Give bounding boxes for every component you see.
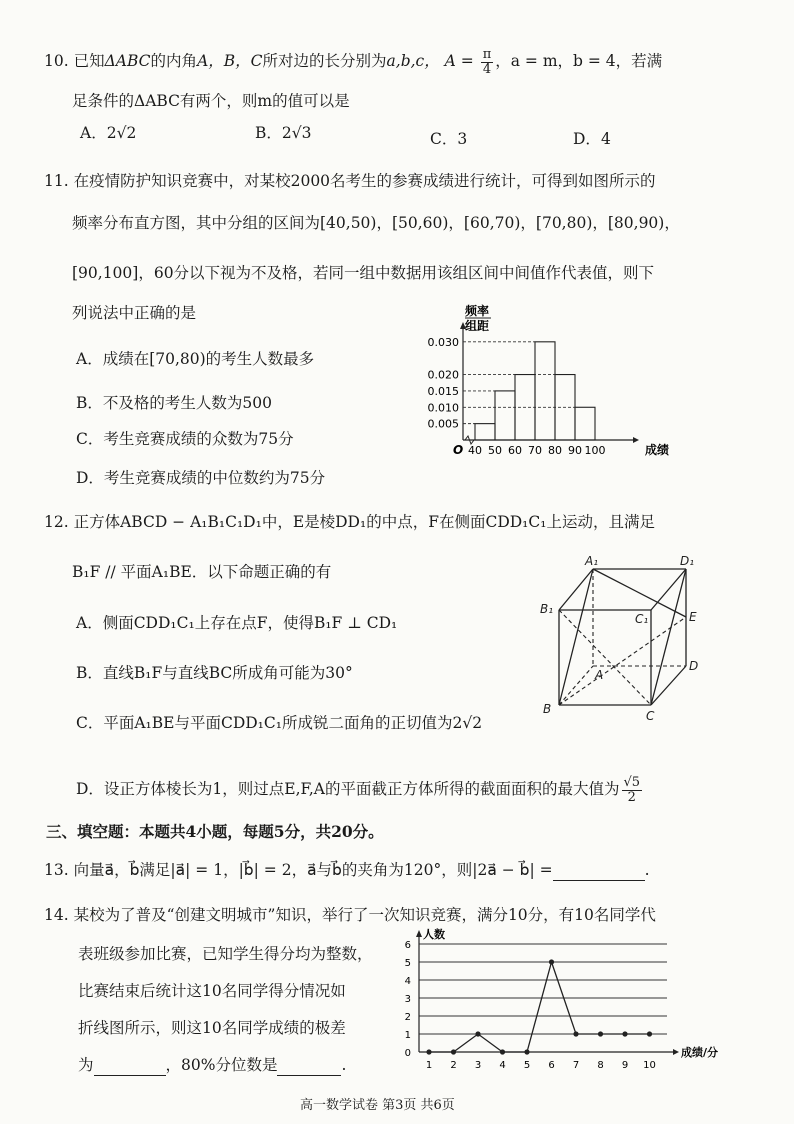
x-tick-label: 40 bbox=[468, 444, 482, 457]
label-b1: B₁ bbox=[540, 602, 554, 616]
y-tick-label: 4 bbox=[404, 976, 411, 987]
q12-number: 12. bbox=[44, 513, 69, 531]
x-tick-label: 90 bbox=[568, 444, 582, 457]
x-tick-label: 8 bbox=[597, 1060, 604, 1071]
q14-text5b: ，80%分位数是 bbox=[165, 1056, 278, 1074]
x-axis-arrow bbox=[633, 437, 639, 443]
data-point bbox=[500, 1049, 505, 1054]
q13-text: 向量a⃗，b⃗满足|a⃗| = 1，|b⃗| = 2，a⃗与b⃗的夹角为120°，则|2a⃗ − b⃗| = bbox=[73, 861, 553, 879]
section-3-heading: 三、填空题：本题共4小题，每题5分，共20分。 bbox=[46, 822, 384, 841]
y-tick-label: 0.015 bbox=[427, 384, 459, 398]
q11-line4: 列说法中正确的是 bbox=[72, 304, 197, 322]
x-tick-label: 9 bbox=[621, 1060, 629, 1071]
q11-option-b: B．不及格的考生人数为500 bbox=[76, 394, 272, 412]
x-tick-label: 5 bbox=[523, 1060, 531, 1071]
q14-number: 14. bbox=[44, 906, 69, 924]
x-axis-arrow bbox=[673, 1049, 679, 1055]
y-tick-label: 0 bbox=[404, 1048, 411, 1059]
q14-text5c: . bbox=[341, 1056, 347, 1074]
q10-text-c: 所对边的长分别为 bbox=[262, 52, 387, 71]
q14-text1: 某校为了普及“创建文明城市”知识，举行了一次知识竞赛，满分10分，有10名同学代 bbox=[73, 906, 656, 924]
q12-line1 bbox=[44, 513, 655, 532]
q10-option-a-value: 2√2 bbox=[106, 124, 137, 142]
score-line bbox=[429, 962, 650, 1052]
q10-option-a bbox=[80, 124, 136, 143]
q10-option-d-value: 4 bbox=[600, 130, 611, 148]
q10-triangle: ΔABC bbox=[104, 52, 151, 71]
q10-angles: A，B，C bbox=[197, 52, 263, 71]
q10-option-d bbox=[573, 130, 611, 149]
q10-option-c-value: 3 bbox=[457, 130, 468, 148]
y-tick-label: 0.020 bbox=[427, 368, 459, 382]
q13-line bbox=[44, 861, 650, 881]
y-tick-label: 0.010 bbox=[427, 401, 459, 415]
histogram-bar bbox=[575, 407, 595, 440]
q12-line2: B₁F // 平面A₁BE．以下命题正确的有 bbox=[72, 563, 332, 581]
q10-option-b-value: 2√3 bbox=[281, 124, 312, 142]
y-axis-label-top: 频率 bbox=[465, 304, 490, 318]
y-tick-label: 1 bbox=[404, 1030, 411, 1041]
q10-A-eq: A = bbox=[444, 52, 474, 71]
q12-option-d-fraction bbox=[622, 776, 643, 804]
x-tick-label: 50 bbox=[488, 444, 502, 457]
origin-label: O bbox=[453, 443, 464, 457]
data-point bbox=[549, 959, 554, 964]
q14-percentile-blank[interactable] bbox=[277, 1056, 341, 1076]
label-c1: C₁ bbox=[635, 612, 649, 626]
page-footer: 高一数学试卷 第3页 共6页 bbox=[300, 1098, 455, 1113]
q11-option-a: A．成绩在[70,80)的考生人数最多 bbox=[76, 350, 315, 368]
y-tick-label: 6 bbox=[404, 940, 411, 951]
y-axis-label-bottom: 组距 bbox=[465, 319, 490, 333]
y-tick-label: 2 bbox=[404, 1012, 411, 1023]
x-axis-label: 成绩/分 bbox=[681, 1046, 719, 1059]
x-tick-label: 1 bbox=[425, 1060, 433, 1071]
data-point bbox=[647, 1031, 652, 1036]
y-tick-label: 0.005 bbox=[427, 417, 459, 431]
x-tick-label: 2 bbox=[450, 1060, 457, 1071]
q11-text1: 在疫情防护知识竞赛中，对某校2000名考生的参赛成绩进行统计，可得到如图所示的 bbox=[73, 172, 656, 190]
x-tick-label: 4 bbox=[499, 1060, 506, 1071]
y-axis-label: 人数 bbox=[423, 928, 445, 941]
label-d: D bbox=[689, 659, 699, 673]
q12-option-d-numerator: √5 bbox=[623, 775, 641, 790]
q10-option-a-key: A． bbox=[80, 124, 107, 142]
label-c: C bbox=[646, 709, 655, 723]
score-line-chart bbox=[395, 928, 719, 1076]
histogram-bar bbox=[475, 424, 495, 440]
y-tick-label: 0.030 bbox=[427, 335, 459, 349]
cube-diagram bbox=[538, 553, 728, 728]
y-tick-label: 5 bbox=[404, 958, 411, 969]
histogram-bar bbox=[535, 342, 555, 440]
q10-number: 10. bbox=[44, 52, 69, 71]
x-tick-label: 6 bbox=[548, 1060, 555, 1071]
q10-option-d-key: D． bbox=[573, 130, 601, 148]
x-axis-label: 成绩 bbox=[645, 443, 670, 457]
data-point bbox=[475, 1031, 480, 1036]
x-tick-label: 100 bbox=[584, 444, 606, 457]
q10-option-b-key: B． bbox=[255, 124, 282, 142]
data-point bbox=[426, 1049, 431, 1054]
q11-line2: 频率分布直方图，其中分组的区间为[40,50)，[50,60)，[60,70)，[70,80)，[80,90)， bbox=[72, 214, 680, 232]
q10-pi: π bbox=[482, 47, 492, 62]
x-tick-label: 3 bbox=[474, 1060, 482, 1071]
q14-range-blank[interactable] bbox=[94, 1056, 166, 1076]
label-d1: D₁ bbox=[680, 554, 695, 568]
q14-line3: 比赛结束后统计这10名同学得分情况如 bbox=[78, 982, 346, 1000]
x-tick-label: 60 bbox=[508, 444, 522, 457]
q12-option-d-text: D．设正方体棱长为1，则过点E,F,A的平面截正方体所得的截面面积的最大值为 bbox=[76, 780, 620, 799]
label-a1: A₁ bbox=[585, 554, 599, 568]
q12-option-b: B．直线B₁F与直线BC所成角可能为30° bbox=[76, 664, 353, 682]
q10-line1 bbox=[44, 48, 662, 76]
data-point bbox=[524, 1049, 529, 1054]
label-e: E bbox=[689, 610, 697, 624]
q11-line1 bbox=[44, 172, 656, 191]
y-axis-arrow bbox=[416, 930, 422, 937]
x-tick-label: 80 bbox=[548, 444, 562, 457]
histogram-bar bbox=[495, 391, 515, 440]
q14-line5 bbox=[78, 1056, 346, 1076]
q11-number: 11. bbox=[44, 172, 69, 190]
q13-number: 13. bbox=[44, 861, 69, 879]
q12-option-d bbox=[76, 776, 644, 804]
q14-line2: 表班级参加比赛，已知学生得分均为整数， bbox=[78, 945, 373, 963]
q10-four: 4 bbox=[482, 61, 492, 77]
q10-text-b: 的内角 bbox=[150, 52, 198, 71]
q10-sides: a,b,c， bbox=[386, 52, 440, 71]
q12-option-d-denominator: 2 bbox=[627, 789, 636, 805]
q10-option-b bbox=[255, 124, 312, 143]
data-point bbox=[573, 1031, 578, 1036]
q10-fraction bbox=[481, 48, 494, 76]
q12-option-a: A．侧面CDD₁C₁上存在点F，使得B₁F ⊥ CD₁ bbox=[76, 614, 398, 632]
q12-option-c: C．平面A₁BE与平面CDD₁C₁所成锐二面角的正切值为2√2 bbox=[76, 714, 483, 732]
q10-condition: ，a = m，b = 4，若满 bbox=[495, 52, 663, 71]
x-tick-label: 10 bbox=[643, 1060, 656, 1071]
data-point bbox=[622, 1031, 627, 1036]
q11-line3: [90,100]，60分以下视为不及格，若同一组中数据用该组区间中间值作代表值，则下 bbox=[72, 264, 655, 282]
q11-option-d: D．考生竞赛成绩的中位数约为75分 bbox=[76, 469, 326, 487]
data-point bbox=[451, 1049, 456, 1054]
q10-text-a: 已知 bbox=[73, 52, 105, 71]
q10-line2: 足条件的ΔABC有两个，则m的值可以是 bbox=[72, 92, 350, 110]
q13-end: . bbox=[644, 861, 650, 879]
q14-text5a: 为 bbox=[78, 1056, 94, 1074]
q10-option-c bbox=[430, 130, 467, 149]
x-tick-label: 7 bbox=[572, 1060, 580, 1071]
frequency-histogram bbox=[405, 305, 715, 465]
q11-option-c: C．考生竞赛成绩的众数为75分 bbox=[76, 430, 294, 448]
q13-answer-blank[interactable] bbox=[553, 861, 645, 881]
q10-option-c-key: C． bbox=[430, 130, 458, 148]
label-a: A bbox=[595, 668, 604, 682]
q14-line4: 折线图所示，则这10名同学成绩的极差 bbox=[78, 1019, 346, 1037]
x-tick-label: 70 bbox=[528, 444, 542, 457]
q14-line1 bbox=[44, 906, 656, 925]
label-b: B bbox=[543, 702, 552, 716]
y-tick-label: 3 bbox=[404, 994, 411, 1005]
data-point bbox=[598, 1031, 603, 1036]
q12-text1: 正方体ABCD − A₁B₁C₁D₁中，E是棱DD₁的中点，F在侧面CDD₁C₁上运动，且满足 bbox=[73, 513, 655, 531]
